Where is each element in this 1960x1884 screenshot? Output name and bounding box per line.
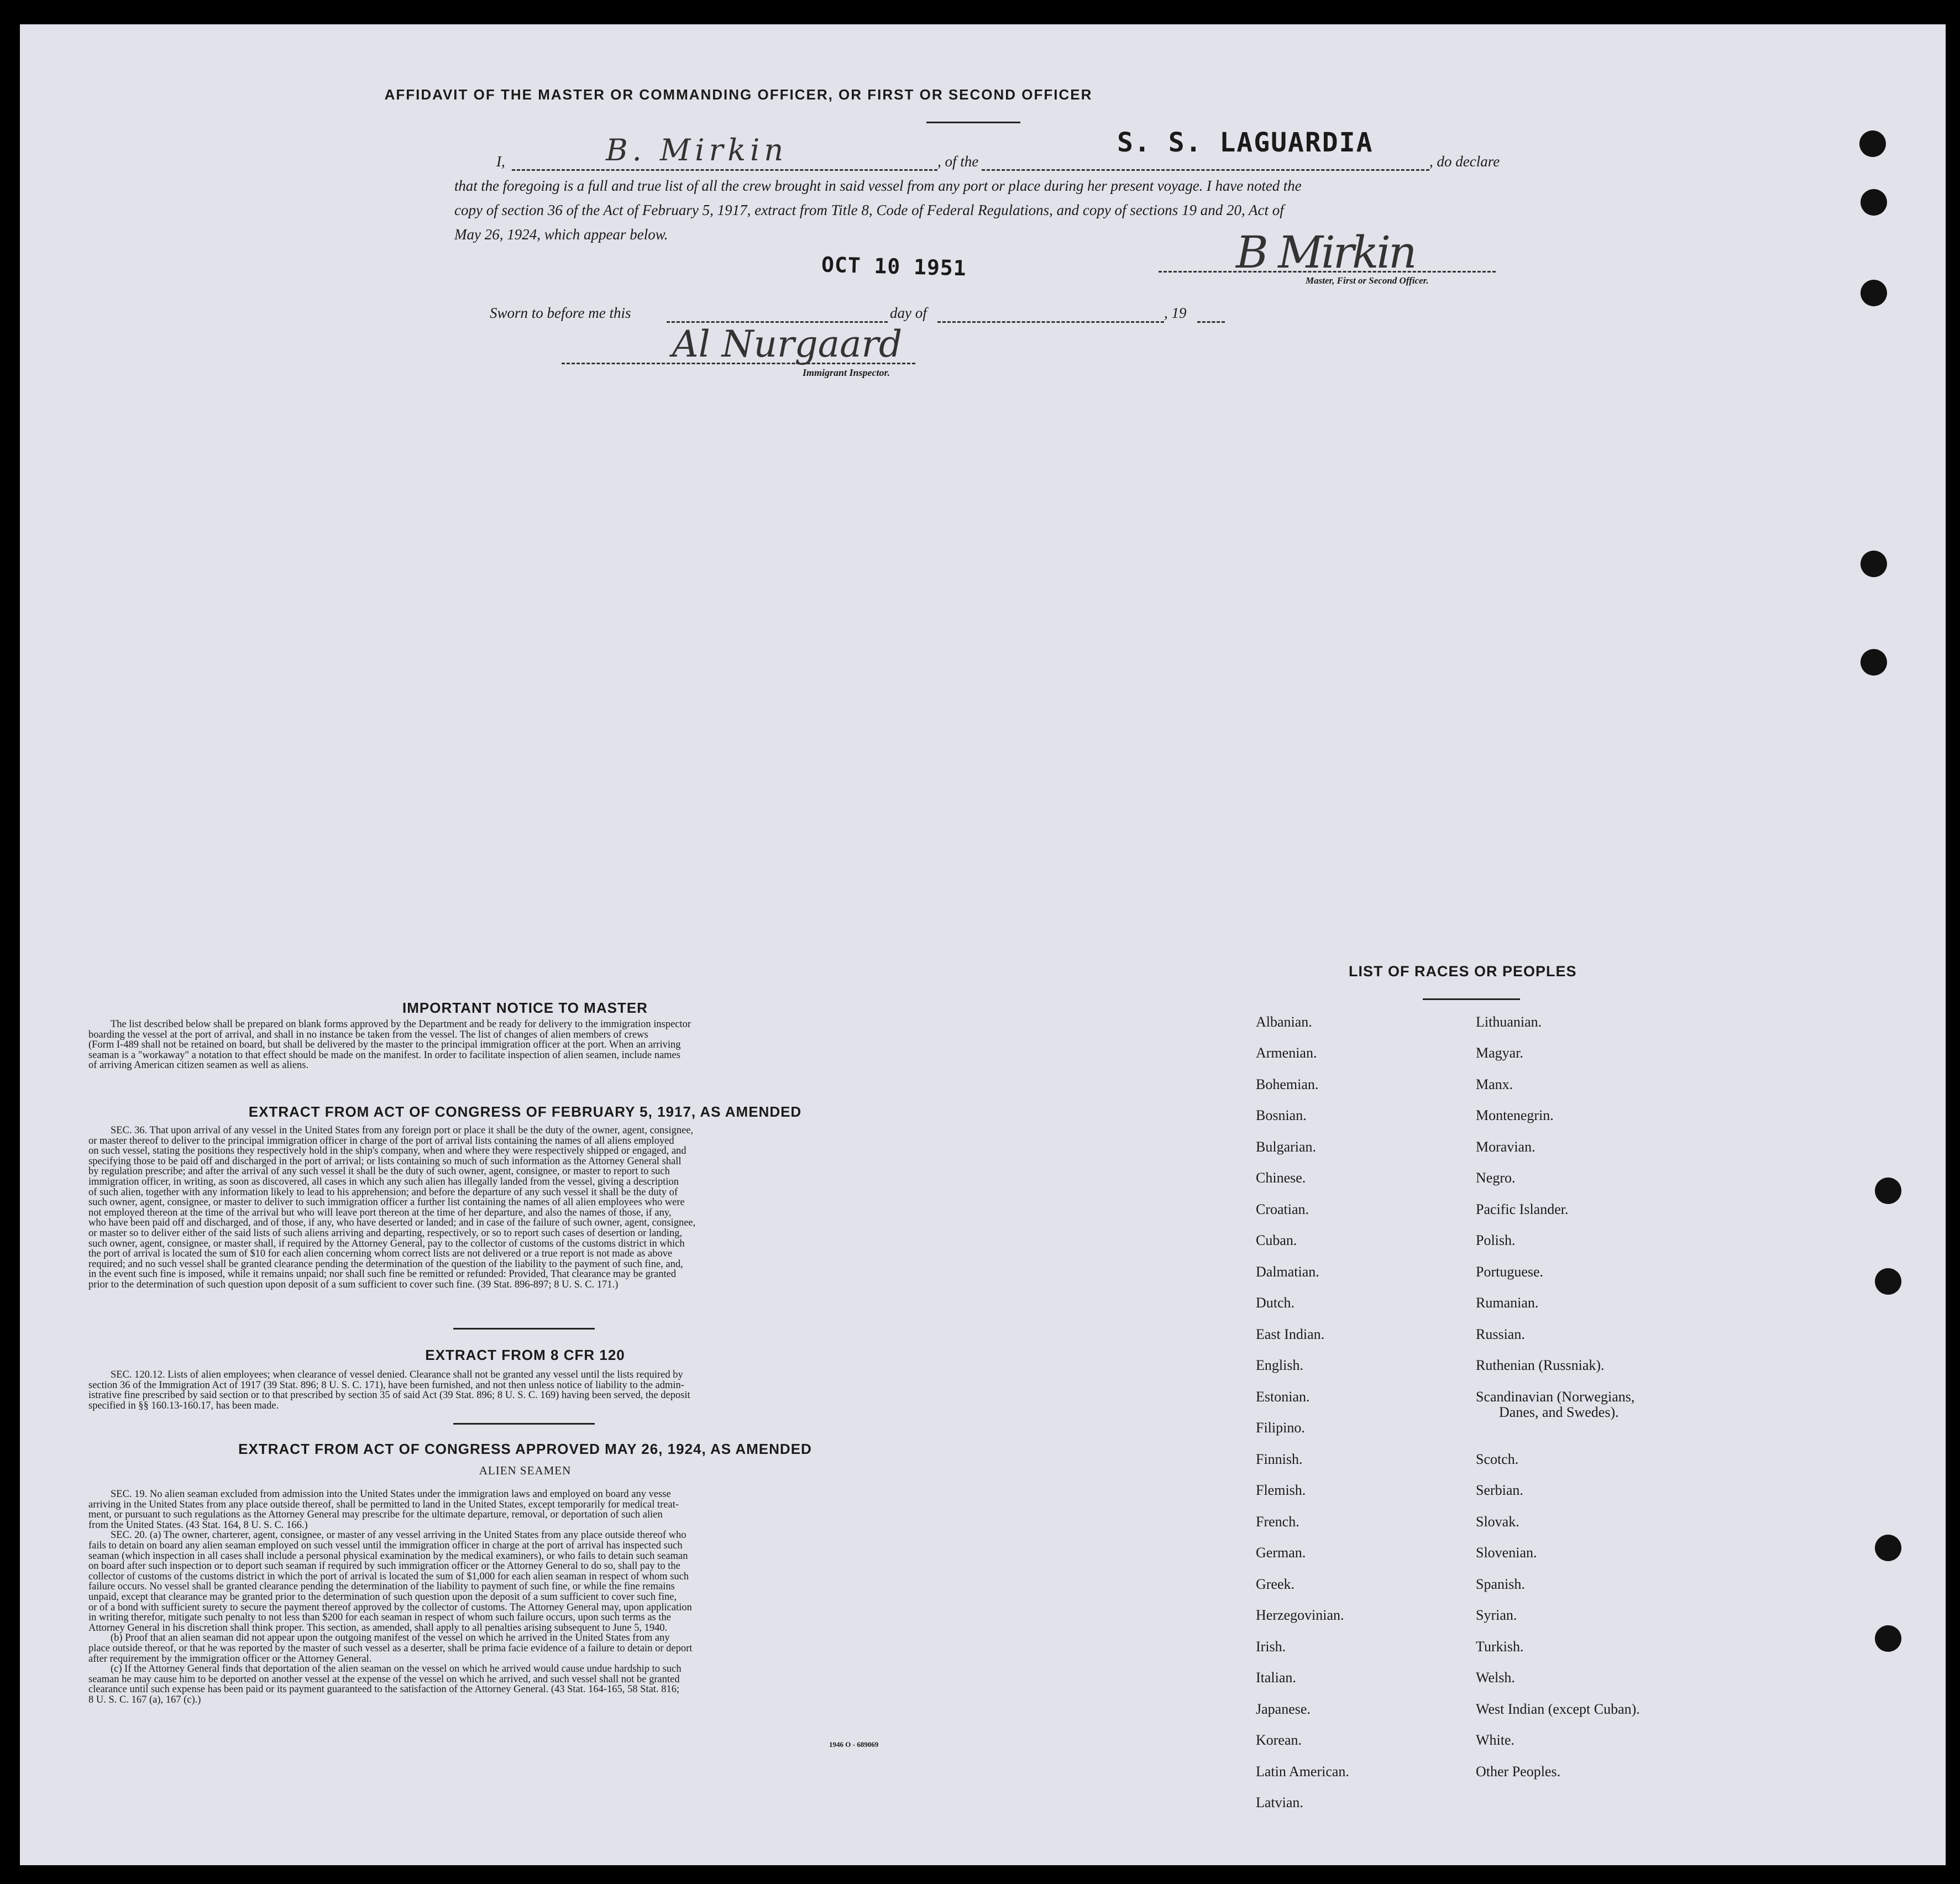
race-item: Slovak.: [1476, 1514, 1519, 1530]
race-item: Moravian.: [1476, 1139, 1535, 1155]
print-code: 1946 O - 689069: [829, 1740, 879, 1749]
notice-line: seaman is a "workaway" a notation to that effect should be made on the manifest. In order to facilitate inspection of alien seamen, include names: [88, 1049, 680, 1061]
punch-hole: [1875, 1625, 1901, 1652]
sworn-label: Sworn to before me this: [490, 305, 631, 321]
notice-title: IMPORTANT NOTICE TO MASTER: [402, 999, 648, 1016]
inspector-signature-line: [562, 363, 915, 364]
extract-line: place outside thereof, or that he was reported by the master of such vessel as a deserter, shall be prima facie evidence of a failure to detain or deport: [88, 1642, 693, 1654]
extract-line: istrative fine prescribed by said section or to that prescribed by section 35 of said Act (39 Stat. 896; 8 U. S. C. 169) having been served, the deposit: [88, 1390, 690, 1401]
title-rule: [926, 122, 1020, 123]
race-item: Scotch.: [1476, 1451, 1519, 1467]
master-caption: Master, First or Second Officer.: [1306, 275, 1429, 286]
extract-line: SEC. 20. (a) The owner, charterer, agent, consignee, or master of any vessel arriving in the United States from any place outside thereof who: [111, 1530, 686, 1541]
date-stamp: OCT 10 1951: [821, 252, 967, 281]
extract-line: such owner, agent, consignee, or master shall, if required by the Attorney General, pay to the collector of customs of the customs district in which: [88, 1238, 685, 1249]
extract-line: on such vessel, stating the positions they respectively hold in the ship's company, when and where they were respectively shipped or engaged, and: [88, 1145, 686, 1157]
race-item: Armenian.: [1256, 1045, 1317, 1061]
race-item: Syrian.: [1476, 1607, 1517, 1623]
extract-1917-body: [88, 1126, 962, 1290]
extract-line: the port of arrival is located the sum of $10 for each alien concerning whom correct lists are not delivered or a true report is not made as above: [88, 1248, 673, 1260]
races-rule: [1423, 998, 1520, 1000]
race-item: Bulgarian.: [1256, 1139, 1317, 1155]
section-rule: [453, 1423, 595, 1425]
extract-line: collector of customs of the customs district in which the port of arrival is located the sum of $1,000 for each alien seaman in respect of whom such: [88, 1571, 689, 1582]
race-item: Irish.: [1256, 1639, 1286, 1655]
extract-line: on board after such inspection or to deport such seaman if required by such immigration officer or the Attorney General to do so, shall pay to the: [88, 1561, 680, 1572]
punch-hole: [1861, 551, 1887, 577]
extract-line: or master thereof to deliver to the principal immigration officer in charge of the port of arrival lists containing the names of all aliens employed: [88, 1135, 674, 1147]
race-item: Serbian.: [1476, 1482, 1523, 1498]
race-item: Russian.: [1476, 1326, 1525, 1342]
punch-hole: [1875, 1268, 1901, 1295]
do-declare-label: , do declare: [1429, 153, 1500, 170]
section-rule: [453, 1328, 595, 1330]
punch-hole: [1875, 1178, 1901, 1204]
notice-line: of arriving American citizen seamen as well as aliens.: [88, 1060, 309, 1071]
races-title: LIST OF RACES OR PEOPLES: [1349, 963, 1577, 980]
race-item: Ruthenian (Russniak).: [1476, 1357, 1605, 1373]
extract-line: arriving in the United States from any place outside thereof, shall be permitted to land in the United States, except temporarily for medical treat-: [88, 1499, 679, 1510]
extract-line: (c) If the Attorney General finds that deportation of the alien seaman on the vessel on which he arrived would cause undue hardship to such: [111, 1663, 682, 1675]
master-signature: B Mirkin: [1236, 227, 1415, 278]
extract-line: fails to detain on board any alien seaman employed on such vessel until the immigration officer in charge at the port of arrival has inspected such: [88, 1540, 683, 1551]
race-item: Dalmatian.: [1256, 1264, 1319, 1280]
extract-line: who have been paid off and discharged, and of those, if any, who have deserted or landed; and in case of the failure of such owner, agent, consignee,: [88, 1217, 696, 1229]
race-item: Bohemian.: [1256, 1076, 1319, 1092]
extract-line: failure occurs. No vessel shall be granted clearance pending the determination of the liability to payment of such fine, or while the fine remains: [88, 1581, 675, 1593]
race-item: Korean.: [1256, 1732, 1302, 1748]
punch-hole: [1875, 1535, 1901, 1561]
extract-line: section 36 of the Immigration Act of 1917 (39 Stat. 896; 8 U. S. C. 171), have been furnished, and not then unless notice of liability to the admin-: [88, 1379, 684, 1391]
extract-line: required; and no such vessel shall be granted clearance pending the determination of the question of the liability to the payment of such fine, and,: [88, 1258, 683, 1270]
extract-line: unpaid, except that clearance may be granted prior to the determination of such question upon the deposit of a sum sufficient to cover such fine,: [88, 1591, 677, 1603]
extract-line: 8 U. S. C. 167 (a), 167 (c).): [88, 1694, 201, 1705]
year-blank: [1197, 321, 1225, 323]
race-item: Japanese.: [1256, 1701, 1311, 1717]
notice-line: (Form I-489 shall not be retained on board, but shall be delivered by the master to the principal immigration officer at the port. When an arriving: [88, 1039, 681, 1051]
master-signature-line: [1159, 271, 1496, 273]
extract-1924-body: [88, 1489, 962, 1705]
race-item: Slovenian.: [1476, 1545, 1537, 1561]
race-item: French.: [1256, 1514, 1299, 1530]
year-label: , 19: [1164, 305, 1187, 321]
extract-line: clearance until such expense has been paid or its payment guaranteed to the satisfaction of the Attorney General. (43 Stat. 164-165, 58 Stat. 816;: [88, 1684, 680, 1695]
extract-1917-title: EXTRACT FROM ACT OF CONGRESS OF FEBRUARY 5, 1917, AS AMENDED: [248, 1103, 802, 1120]
extract-line: prior to the determination of such question upon deposit of a sum sufficient to cover such fine. (39 Stat. 896-897; 8 U. S. C. 171.): [88, 1279, 619, 1290]
extract-line: specifying those to be paid off and discharged in the port of arrival; or lists containing so much of such information as the Attorney General shall: [88, 1155, 682, 1167]
race-item: Scandinavian (Norwegians,: [1476, 1389, 1635, 1405]
race-item: Rumanian.: [1476, 1295, 1539, 1311]
day-of-label: day of: [890, 305, 927, 321]
extract-1924-subtitle: ALIEN SEAMEN: [479, 1464, 572, 1477]
race-item: Croatian.: [1256, 1201, 1309, 1217]
extract-line: (b) Proof that an alien seaman did not appear upon the outgoing manifest of the vessel on which he arrived in the United States from any: [111, 1632, 670, 1644]
of-the-label: , of the: [937, 153, 979, 170]
race-item: English.: [1256, 1357, 1303, 1373]
punch-hole: [1861, 189, 1887, 216]
race-item: Manx.: [1476, 1076, 1513, 1092]
extract-8cfr-body: [88, 1370, 962, 1411]
declaration-line: that the foregoing is a full and true list of all the crew brought in said vessel from any port or place during her present voyage. I have noted the: [454, 177, 1302, 194]
extract-line: such owner, agent, consignee, or master to deliver to such immigration officer a further list containing the names of all alien employees who were: [88, 1197, 685, 1208]
extract-line: SEC. 120.12. Lists of alien employees; when clearance of vessel denied. Clearance shall not be granted any vessel until the lists required by: [111, 1369, 683, 1380]
extract-line: SEC. 19. No alien seaman excluded from admission into the United States under the immigration laws and employed on board any vesse: [111, 1489, 671, 1500]
extract-line: in writing therefor, mitigate such penalty to not less than $200 for each seaman in respect of whom such failure occurs, upon such terms as the: [88, 1612, 671, 1624]
extract-1924-title: EXTRACT FROM ACT OF CONGRESS APPROVED MAY 26, 1924, AS AMENDED: [238, 1441, 812, 1457]
race-item: Chinese.: [1256, 1170, 1306, 1186]
race-item: East Indian.: [1256, 1326, 1325, 1342]
punch-hole: [1861, 280, 1887, 306]
notice-body: [88, 1019, 962, 1071]
vessel-name-stamp: S. S. LAGUARDIA: [1117, 127, 1374, 158]
extract-8cfr-title: EXTRACT FROM 8 CFR 120: [425, 1347, 625, 1363]
race-item: White.: [1476, 1732, 1515, 1748]
race-item: Greek.: [1256, 1576, 1295, 1592]
race-item: Flemish.: [1256, 1482, 1306, 1498]
extract-line: specified in §§ 160.13-160.17, has been made.: [88, 1400, 279, 1411]
extract-line: in the event such fine is imposed, while it remains unpaid; nor shall such fine be remitted or refunded: Provided, That clearance may be granted: [88, 1269, 677, 1280]
race-item: Welsh.: [1476, 1670, 1515, 1686]
notice-line: The list described below shall be prepared on blank forms approved by the Department and be ready for delivery to the immigration inspector: [111, 1019, 691, 1030]
race-item: Pacific Islander.: [1476, 1201, 1569, 1217]
i-label: I,: [496, 153, 505, 170]
punch-hole: [1859, 130, 1886, 157]
inspector-caption: Immigrant Inspector.: [803, 367, 890, 378]
race-item: Herzegovinian.: [1256, 1607, 1344, 1623]
race-item: Italian.: [1256, 1670, 1296, 1686]
extract-line: seaman (which inspection in all cases shall include a personal physical examination by the medical examiners), or who fails to detain such seaman: [88, 1550, 688, 1562]
extract-line: seaman he may cause him to be deported on another vessel at the expense of the vessel on which he arrived, and such vessel shall not be granted: [88, 1673, 680, 1685]
extract-line: ment, or pursuant to such regulations as the Attorney General may prescribe for the ultimate departure, removal, or deportation of such alien: [88, 1509, 663, 1521]
race-item: Bosnian.: [1256, 1107, 1307, 1123]
vessel-blank: [982, 169, 1429, 171]
race-item: Magyar.: [1476, 1045, 1523, 1061]
race-item: Dutch.: [1256, 1295, 1295, 1311]
extract-line: of such alien, together with any information likely to lead to his apprehension; and before the departure of any such vessel it shall be the duty of: [88, 1186, 678, 1198]
race-item: Latin American.: [1256, 1763, 1349, 1780]
race-item: Other Peoples.: [1476, 1763, 1561, 1780]
race-item: German.: [1256, 1545, 1306, 1561]
race-item: Lithuanian.: [1476, 1014, 1542, 1030]
race-item: Turkish.: [1476, 1639, 1524, 1655]
race-item: Estonian.: [1256, 1389, 1310, 1405]
race-item: Albanian.: [1256, 1014, 1312, 1030]
race-item: Finnish.: [1256, 1451, 1303, 1467]
declaration-line: May 26, 1924, which appear below.: [454, 226, 668, 243]
affidavit-title: AFFIDAVIT OF THE MASTER OR COMMANDING OFFICER, OR FIRST OR SECOND OFFICER: [384, 86, 1093, 103]
inspector-signature: Al Nurgaard: [672, 323, 903, 365]
race-item: Spanish.: [1476, 1576, 1525, 1592]
extract-line: from the United States. (43 Stat. 164, 8 U. S. C. 166.): [88, 1519, 308, 1531]
race-item: Filipino.: [1256, 1420, 1305, 1436]
extract-line: not employed thereon at the time of the arrival but who will leave port thereon at the time of her departure, and also the names of those, if any,: [88, 1207, 672, 1218]
punch-hole: [1861, 649, 1887, 676]
month-blank: [937, 321, 1164, 323]
notice-line: boarding the vessel at the port of arrival, and shall in no instance be taken from the vessel. The list of changes of alien members of crews: [88, 1029, 648, 1040]
extract-line: immigration officer, in writing, as soon as discovered, all cases in which any such alien has illegally landed from the vessel, giving a description: [88, 1176, 679, 1187]
name-blank: [512, 169, 937, 171]
race-item: Latvian.: [1256, 1794, 1303, 1810]
declaration-line: copy of section 36 of the Act of February 5, 1917, extract from Title 8, Code of Federal Regulations, and copy of sections 19 and 20, Act of: [454, 202, 1284, 218]
race-item: Danes, and Swedes).: [1499, 1404, 1619, 1420]
race-item: Montenegrin.: [1476, 1107, 1554, 1123]
race-item: Portuguese.: [1476, 1264, 1544, 1280]
extract-line: or master so to deliver either of the said lists of such aliens arriving and departing, respectively, or so to report such cases of desertion or landing,: [88, 1227, 683, 1239]
race-item: Negro.: [1476, 1170, 1516, 1186]
extract-line: Attorney General in his discretion shall think proper. This section, as amended, shall apply to all penalties arising subsequent to June 5, 1940.: [88, 1622, 668, 1634]
race-item: Cuban.: [1256, 1232, 1297, 1248]
extract-line: SEC. 36. That upon arrival of any vessel in the United States from any foreign port or place it shall be the duty of the owner, agent, consignee,: [111, 1125, 694, 1136]
extract-line: or of a bond with sufficient surety to secure the payment thereof approved by the collector of customs. The Attorney General may, upon application: [88, 1602, 692, 1613]
race-item: West Indian (except Cuban).: [1476, 1701, 1640, 1717]
extract-line: by regulation prescribe; and after the arrival of any such vessel it shall be the duty of such owner, agent, consignee, or master to report to such: [88, 1166, 670, 1178]
master-name-handwritten: B. Mirkin: [606, 133, 788, 168]
document-page: [20, 24, 1946, 1865]
race-item: Polish.: [1476, 1232, 1516, 1248]
extract-line: after requirement by the immigration officer or the Attorney General.: [88, 1653, 372, 1665]
